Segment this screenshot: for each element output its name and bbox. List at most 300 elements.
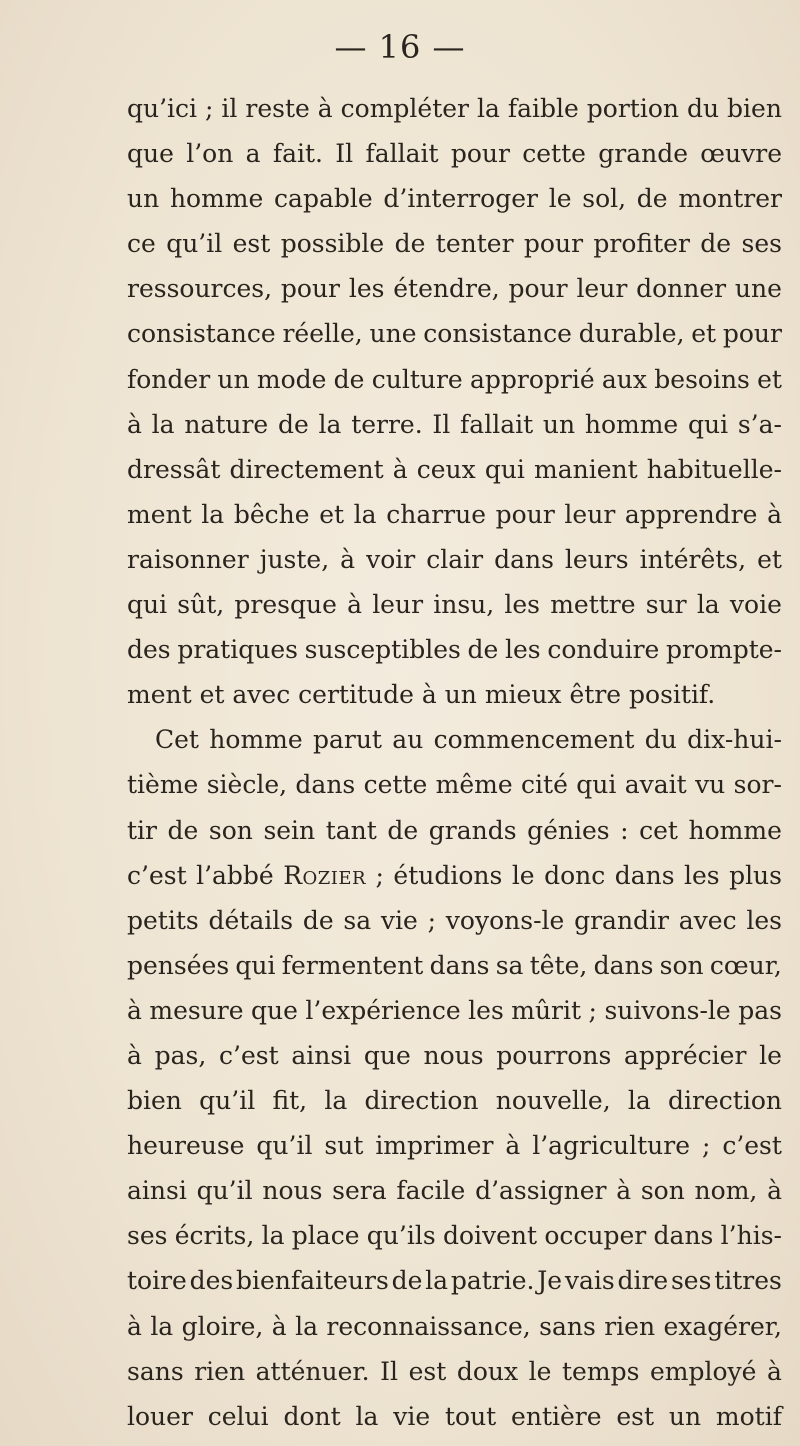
word: étendre,: [393, 274, 500, 304]
word: des: [127, 635, 171, 665]
word: place: [291, 1221, 360, 1251]
word: l’expérience: [305, 995, 461, 1025]
text-line: [127, 311, 782, 356]
word: a: [245, 139, 261, 169]
word: à: [392, 454, 408, 484]
text-line: [127, 808, 782, 853]
text-line: [127, 1394, 782, 1439]
word: au: [392, 725, 424, 755]
word: qu’ils: [366, 1221, 436, 1251]
paragraph-first-line: [127, 717, 782, 762]
word: commencement: [433, 725, 635, 755]
text-line-rozier: [127, 853, 782, 898]
word: donc: [544, 860, 606, 890]
word: s’a-: [737, 409, 782, 439]
word: la: [476, 94, 500, 123]
word: ;: [205, 94, 214, 123]
text-line: [127, 943, 782, 988]
word: habituelle-: [646, 454, 782, 484]
word: mode: [256, 364, 327, 394]
word: dans: [494, 544, 554, 574]
word: à: [127, 995, 142, 1025]
word: pas: [738, 995, 782, 1025]
text-line: [127, 1123, 782, 1168]
word: une: [734, 274, 782, 304]
word: tir: [127, 815, 157, 845]
word: il: [221, 94, 238, 123]
word: la: [355, 1401, 379, 1431]
word: un: [542, 409, 576, 439]
word: besoins: [654, 364, 750, 394]
word: sor-: [733, 770, 782, 800]
word: qui: [484, 454, 525, 484]
word: d’interroger: [383, 184, 538, 214]
word: tout: [444, 1401, 497, 1431]
word: de: [167, 815, 199, 845]
word: le: [511, 860, 535, 890]
word: de: [277, 409, 309, 439]
word: que: [251, 995, 298, 1025]
word: profiter: [593, 229, 690, 259]
word: aux: [601, 364, 648, 394]
text-line: [127, 1213, 782, 1258]
word: capable: [274, 184, 373, 214]
word: fait.: [272, 139, 323, 169]
word: voie: [729, 590, 782, 620]
page-number: — 16 —: [334, 28, 466, 66]
word: reconnaissance,: [326, 1311, 531, 1341]
word: direction: [364, 1086, 479, 1116]
word: celui: [207, 1401, 269, 1431]
word: pour: [495, 499, 555, 529]
word: du: [686, 94, 720, 123]
word: pratiques: [177, 635, 298, 665]
word: fallait: [460, 409, 534, 439]
text-line: [127, 221, 782, 266]
word: ainsi: [291, 1040, 352, 1070]
word: terre.: [351, 409, 423, 439]
text-line: [127, 131, 782, 176]
word: les: [504, 590, 541, 620]
word: bien: [727, 94, 782, 123]
word: dire: [617, 1266, 669, 1296]
word: tête,: [529, 950, 588, 980]
word: c’est: [219, 1040, 279, 1070]
word: toire: [127, 1266, 187, 1296]
word: tant: [325, 815, 377, 845]
word: employé: [649, 1356, 757, 1386]
word: de: [636, 184, 668, 214]
word: sa: [495, 950, 524, 980]
word: réelle,: [282, 319, 363, 349]
text-line: [127, 1258, 782, 1303]
word: cette: [363, 770, 428, 800]
word: approprié: [469, 364, 595, 394]
word: consistance: [127, 319, 276, 349]
word: pourrons: [496, 1040, 612, 1070]
word: atténuer.: [255, 1356, 370, 1386]
word: de: [333, 364, 365, 394]
word: mûrit: [511, 995, 582, 1025]
word: temps: [562, 1356, 640, 1386]
word: cité: [521, 770, 568, 800]
word: imprimer: [375, 1131, 494, 1161]
word: ses: [741, 229, 782, 259]
word: et: [319, 499, 345, 529]
text-line: [127, 447, 782, 492]
word: bêche: [233, 499, 310, 529]
word: mesure: [149, 995, 244, 1025]
word: les: [746, 905, 782, 935]
word: grandir: [574, 905, 670, 935]
word: tenter: [435, 229, 514, 259]
word: l’on: [186, 139, 234, 169]
word: juste,: [259, 544, 330, 574]
word: la: [150, 1311, 174, 1341]
word: doivent: [442, 1221, 538, 1251]
word: le: [528, 1356, 552, 1386]
word: leurs: [564, 544, 629, 574]
word: leur: [564, 499, 616, 529]
word: direction: [668, 1086, 782, 1116]
word: sein: [263, 815, 316, 845]
word: directement: [229, 454, 384, 484]
word: doux: [456, 1356, 519, 1386]
word: sol,: [582, 184, 627, 214]
word: Il: [380, 1356, 399, 1386]
word: cet: [639, 815, 678, 845]
word: occuper: [544, 1221, 647, 1251]
word: nous: [423, 1040, 484, 1070]
word: son: [640, 1176, 685, 1206]
word: la: [696, 590, 720, 620]
word: le: [548, 184, 572, 214]
word: insu,: [433, 590, 495, 620]
word: prompte-: [665, 635, 782, 665]
word: qui: [235, 950, 276, 980]
word: louer: [127, 1401, 193, 1431]
word: à: [505, 1131, 521, 1161]
word: qui: [576, 770, 617, 800]
word: les: [683, 860, 720, 890]
word: tième: [127, 770, 199, 800]
word: la: [324, 1086, 348, 1116]
word: détails: [208, 905, 294, 935]
word: manient: [534, 454, 638, 484]
word: motif: [715, 1401, 782, 1431]
word: siècle,: [206, 770, 288, 800]
word: apprendre: [624, 499, 758, 529]
text-line: [127, 762, 782, 807]
word: suivons-le: [604, 995, 731, 1025]
word: la: [318, 409, 342, 439]
word: leur: [576, 274, 628, 304]
word: l’agriculture: [532, 1131, 690, 1161]
body-text: [127, 86, 782, 1439]
word: est: [232, 229, 271, 259]
word: la: [295, 1311, 318, 1341]
word: Je: [537, 1266, 563, 1296]
word: est: [616, 1401, 655, 1431]
text-line: [127, 627, 782, 672]
word: à: [767, 499, 782, 529]
word: ses: [670, 1266, 712, 1296]
word: fonder: [127, 364, 211, 394]
word: que: [127, 139, 174, 169]
word: voir: [366, 544, 416, 574]
text-line: [127, 1349, 782, 1394]
word: vie: [393, 1401, 431, 1431]
word: donner: [636, 274, 727, 304]
word: du: [644, 725, 677, 755]
word: est: [408, 1356, 447, 1386]
word: sans: [539, 1311, 596, 1341]
word: reste: [245, 94, 310, 123]
word: un: [668, 1401, 702, 1431]
word: à: [347, 590, 362, 620]
word: rien: [604, 1311, 656, 1341]
word: un: [217, 364, 250, 394]
word: montrer: [678, 184, 782, 214]
word: leur: [372, 590, 424, 620]
word: :: [620, 815, 629, 845]
word: compléter: [340, 94, 470, 123]
word: pour: [450, 139, 510, 169]
word: fit,: [272, 1086, 308, 1116]
word: ainsi: [127, 1176, 187, 1206]
word: grande: [598, 139, 688, 169]
word: clair: [426, 544, 484, 574]
word: homme: [584, 409, 679, 439]
word: à: [616, 1176, 632, 1206]
word: des: [189, 1266, 234, 1296]
text-line: [127, 1168, 782, 1213]
word: la: [425, 1266, 449, 1296]
word: ressources,: [127, 274, 273, 304]
word: pensées: [127, 950, 230, 980]
word: et: [757, 364, 782, 394]
word: ce: [127, 229, 156, 259]
word: dressât: [127, 454, 221, 484]
word: dix-hui-: [687, 725, 782, 755]
word: vie: [380, 905, 418, 935]
word: à: [767, 1356, 782, 1386]
word: étudions: [393, 860, 503, 890]
word: ;: [375, 860, 384, 890]
word: dans: [593, 950, 654, 980]
word: ;: [701, 1131, 711, 1161]
word: à: [271, 1311, 287, 1341]
word: parut: [312, 725, 382, 755]
text-line: ment et avec certitude à un mieux être positif.: [127, 680, 716, 710]
word: ses: [127, 1221, 168, 1251]
word: et: [757, 544, 782, 574]
word: qu’il: [196, 1176, 253, 1206]
text-line: [127, 1033, 782, 1078]
word: Il: [335, 139, 354, 169]
word: sût,: [177, 590, 225, 620]
word: voyons-le: [445, 905, 565, 935]
word: rien: [194, 1356, 246, 1386]
word: homme: [209, 725, 303, 755]
word: son: [659, 950, 704, 980]
word: son: [208, 815, 253, 845]
word: œuvre: [700, 139, 782, 169]
word: fermentent: [281, 950, 424, 980]
word: dont: [283, 1401, 341, 1431]
word: culture: [371, 364, 463, 394]
word: bien: [127, 1086, 182, 1116]
word: portion: [586, 94, 679, 123]
word: la: [627, 1086, 651, 1116]
word: charrue: [386, 499, 487, 529]
word: pour: [280, 274, 341, 304]
text-line: [127, 537, 782, 582]
word: dans: [614, 860, 675, 890]
word: à: [317, 94, 333, 123]
word: nous: [262, 1176, 323, 1206]
word: une: [369, 319, 417, 349]
text-line: [127, 898, 782, 943]
text-line: [127, 1078, 782, 1123]
word: possible: [280, 229, 385, 259]
word: vu: [695, 770, 726, 800]
word: sa: [343, 905, 372, 935]
word: un: [127, 184, 160, 214]
word: la: [261, 1221, 285, 1251]
word: de: [394, 229, 426, 259]
word: la: [353, 499, 377, 529]
text-line: [127, 492, 782, 537]
word: même: [435, 770, 513, 800]
word: les: [348, 274, 385, 304]
word: nom,: [694, 1176, 758, 1206]
word: pour: [523, 229, 584, 259]
word: titres: [714, 1266, 782, 1296]
word: l’abbé: [196, 860, 274, 890]
word: c’est: [722, 1131, 782, 1161]
word: qu’il: [166, 229, 223, 259]
word: sans: [127, 1356, 184, 1386]
word: la: [201, 499, 225, 529]
word: d’assigner: [475, 1176, 607, 1206]
word: susceptibles: [304, 635, 461, 665]
word: de: [391, 1266, 423, 1296]
word: ;: [427, 905, 437, 935]
word: dans: [295, 770, 356, 800]
word: Cet: [155, 725, 199, 755]
word: de: [700, 229, 732, 259]
word: bienfaiteurs: [236, 1266, 389, 1296]
word: à: [127, 1311, 142, 1341]
word: à: [127, 409, 142, 439]
word: pour: [508, 274, 568, 304]
word: apprécier: [624, 1040, 747, 1070]
word: à: [767, 1176, 782, 1206]
word: facile: [396, 1176, 466, 1206]
word: qu’ici: [127, 94, 198, 123]
word: cette: [522, 139, 586, 169]
word: ceux: [416, 454, 476, 484]
word: exagérer,: [663, 1311, 782, 1341]
word: et: [691, 319, 717, 349]
word: ;: [588, 995, 597, 1025]
word: nouvelle,: [495, 1086, 611, 1116]
text-line: [127, 266, 782, 311]
word: patrie.: [450, 1266, 535, 1296]
text-line: [127, 357, 782, 402]
word: conduire: [547, 635, 660, 665]
word: mettre: [550, 590, 636, 620]
word: dans: [429, 950, 490, 980]
text-line: [127, 988, 782, 1033]
text-line: [127, 1304, 782, 1349]
word: avec: [678, 905, 737, 935]
word: pas,: [154, 1040, 207, 1070]
word: durable,: [578, 319, 685, 349]
word: homme: [169, 184, 264, 214]
word: gloire,: [181, 1311, 264, 1341]
text-line: [127, 582, 782, 627]
word: sut: [324, 1131, 364, 1161]
word: fallait: [365, 139, 439, 169]
word: nature: [184, 409, 269, 439]
word: faible: [507, 94, 579, 123]
word: presque: [234, 590, 337, 620]
word: grands: [428, 815, 517, 845]
word: l’his-: [720, 1221, 782, 1251]
word: à: [127, 1040, 142, 1070]
word: intérêts,: [639, 544, 747, 574]
word: qu’il: [256, 1131, 313, 1161]
word: à: [340, 544, 356, 574]
word: qui: [127, 590, 168, 620]
word: c’est: [127, 860, 187, 890]
word: sur: [645, 590, 687, 620]
word: ment: [127, 499, 192, 529]
word: plus: [729, 860, 782, 890]
word: dans: [653, 1221, 714, 1251]
word: les: [468, 995, 504, 1025]
word: pour: [722, 319, 782, 349]
word: sera: [332, 1176, 387, 1206]
word: qu’il: [199, 1086, 256, 1116]
word: avait: [624, 770, 687, 800]
word: écrits,: [174, 1221, 255, 1251]
word: de: [302, 905, 334, 935]
text-line: [127, 176, 782, 221]
word: heureuse: [127, 1131, 245, 1161]
word: consistance: [423, 319, 572, 349]
word: de: [387, 815, 419, 845]
word: entière: [511, 1401, 602, 1431]
word: que: [363, 1040, 411, 1070]
word: vais: [564, 1266, 615, 1296]
word: cœur,: [709, 950, 782, 980]
word: la: [151, 409, 175, 439]
word: Rozier: [283, 860, 367, 890]
word: Il: [432, 409, 451, 439]
word: raisonner: [127, 544, 249, 574]
word: de: [467, 635, 499, 665]
word: homme: [688, 815, 782, 845]
word: le: [759, 1040, 782, 1070]
word: qui: [687, 409, 729, 439]
text-line: [127, 86, 782, 131]
word: génies: [527, 815, 610, 845]
word: petits: [127, 905, 199, 935]
text-line: [127, 402, 782, 447]
